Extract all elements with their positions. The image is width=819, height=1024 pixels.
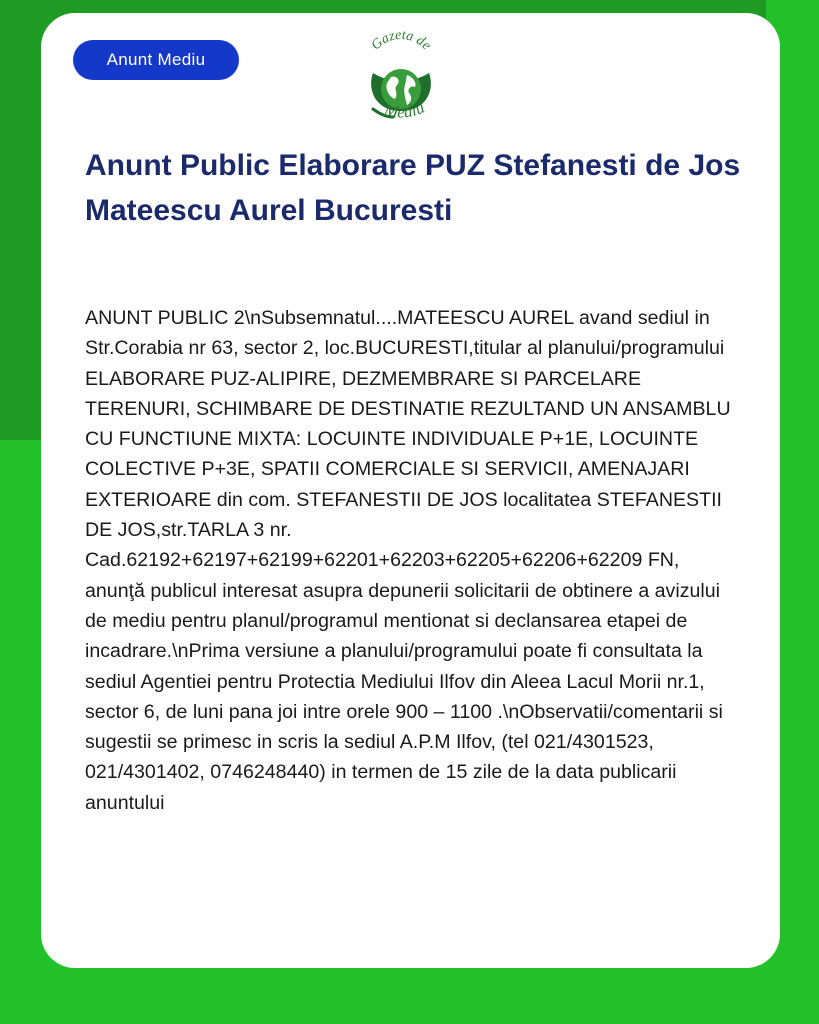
article-body: ANUNT PUBLIC 2\nSubsemnatul....MATEESCU AUREL avand sediul in Str.Corabia nr 63, sector 2, loc.BUCURESTI,titular al planului/programului ELABORARE PUZ-ALIPIRE, DEZMEMBRARE SI PARCELARE TERENURI, SCHIMBARE DE DESTINATIE REZULTAND UN ANSAMBLU CU FUNCTIUNE MIXTA: LOCUINTE INDIVIDUALE P+1E, LOCUINTE COLECTIVE P+3E, SPATII COMERCIALE SI SERVICII, AMENAJARI EXTERIOARE din com. STEFANESTII DE JOS localitatea STEFANESTII DE JOS,str.TARLA 3 nr. Cad.62192+62197+62199+62201+62203+62205+62206+62209 FN, anunţă publicul interesat asupra depunerii solicitarii de obtinere a avizului de mediu pentru planul/programul mentionat si declansarea etapei de incadrare.\nPrima versiune a planului/programului poate fi consultata la sediul Agentiei pentru Protectia Mediului Ilfov din Aleea Lacul Morii nr.1, sector 6, de luni pana joi intre orele 900 – 1100 .\nObservatii/comentarii si sugestii se primesc in scris la sediul A.P.M Ilfov, (tel 021/4301523, 021/4301402, 0746248440) in termen de 15 zile de la data publicarii anuntului bbox=[85, 307, 737, 814]
logo-text-bottom: Mediu bbox=[382, 97, 428, 122]
logo-text-top: Gazeta de bbox=[368, 27, 434, 54]
category-badge[interactable]: Anunt Mediu bbox=[73, 40, 239, 80]
article-title: Anunt Public Elaborare PUZ Stefanesti de Jos Mateescu Aurel Bucuresti bbox=[85, 149, 741, 227]
svg-text:Gazeta de bbox=[369, 28, 434, 54]
announcement-card bbox=[41, 13, 780, 968]
site-logo bbox=[353, 27, 449, 139]
